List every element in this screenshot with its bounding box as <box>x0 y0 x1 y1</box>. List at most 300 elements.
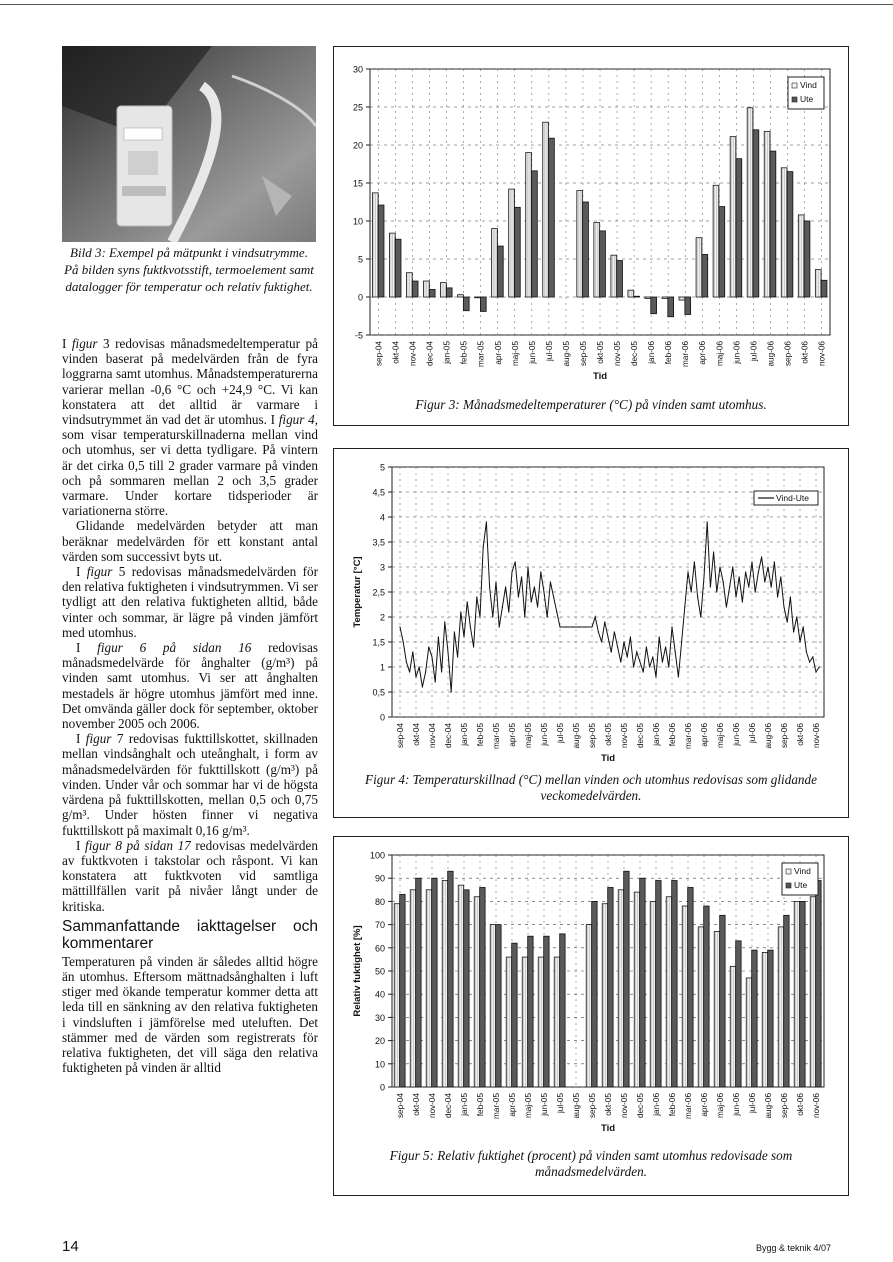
data-point <box>451 691 452 692</box>
measurement-photo <box>62 46 316 242</box>
x-tick-label: sep-06 <box>780 1093 789 1119</box>
series-line-vind-ute <box>400 522 819 692</box>
y-tick-label: 0 <box>379 712 385 723</box>
data-point <box>419 666 420 667</box>
header-rule <box>0 4 893 5</box>
x-tick-label: feb-05 <box>459 341 469 365</box>
data-point <box>652 656 653 657</box>
x-tick-label: nov-04 <box>408 341 418 367</box>
bar-ute <box>464 890 469 1087</box>
data-point <box>585 626 586 627</box>
x-tick-label: maj-05 <box>524 1093 533 1119</box>
bar-vind <box>506 957 511 1087</box>
data-point <box>812 656 813 657</box>
figure-3-chart <box>334 47 847 387</box>
data-point <box>604 621 605 622</box>
figure-4-caption: Figur 4: Temperaturskillnad (°C) mellan vinden och utomhus redovisas som glidande veckomedelvärden. <box>365 772 817 803</box>
data-point <box>739 576 740 577</box>
data-point <box>524 616 525 617</box>
data-point <box>793 631 794 632</box>
x-tick-label: nov-04 <box>428 723 437 749</box>
x-tick-label: jul-06 <box>748 1093 757 1114</box>
data-point <box>537 606 538 607</box>
y-tick-label: 1 <box>379 662 385 673</box>
bar-vind <box>650 901 655 1087</box>
data-point <box>540 571 541 572</box>
bar-ute <box>816 881 821 1087</box>
x-tick-label: apr-06 <box>700 723 709 747</box>
text-run: figur 4 <box>278 412 315 428</box>
data-point <box>732 566 733 567</box>
data-point <box>799 641 800 642</box>
bar-vind <box>696 238 702 297</box>
data-point <box>639 661 640 662</box>
data-point <box>774 561 775 562</box>
figure-5 <box>333 836 849 1196</box>
bar-vind <box>509 189 515 297</box>
data-point <box>623 641 624 642</box>
bar-ute <box>784 915 789 1087</box>
data-point <box>473 646 474 647</box>
y-tick-label: 25 <box>352 102 363 113</box>
bar-ute <box>804 221 810 297</box>
bar-vind <box>794 901 799 1087</box>
x-tick-label: jun-05 <box>540 723 549 746</box>
data-point <box>521 576 522 577</box>
data-point <box>703 576 704 577</box>
x-tick-label: dec-05 <box>636 723 645 749</box>
bar-ute <box>736 941 741 1087</box>
bar-ute <box>400 894 405 1087</box>
x-axis-label: Tid <box>600 753 616 764</box>
data-point <box>627 656 628 657</box>
x-tick-label: sep-05 <box>588 723 597 749</box>
x-tick-label: sep-04 <box>396 723 405 749</box>
bar-ute <box>446 288 452 297</box>
x-tick-label: mar-06 <box>681 341 691 367</box>
x-tick-label: okt-05 <box>604 723 613 746</box>
data-point <box>601 641 602 642</box>
body-paragraphs <box>62 336 318 914</box>
x-tick-label: jul-06 <box>749 341 759 362</box>
data-point <box>579 626 580 627</box>
data-point <box>412 651 413 652</box>
x-tick-label: feb-06 <box>664 341 674 365</box>
data-point <box>463 636 464 637</box>
bar-ute <box>752 950 757 1087</box>
bar-ute <box>432 878 437 1087</box>
x-tick-label: nov-06 <box>817 341 827 367</box>
bar-vind <box>679 297 685 300</box>
data-point <box>454 631 455 632</box>
bar-ute <box>719 207 725 297</box>
page-number: 14 <box>62 1238 79 1255</box>
legend-label: Vind-Ute <box>776 493 809 503</box>
bar-vind <box>474 897 479 1087</box>
x-tick-label: sep-05 <box>578 341 588 367</box>
data-point <box>595 616 596 617</box>
data-point <box>796 616 797 617</box>
x-axis-label: Tid <box>600 1123 616 1134</box>
y-tick-label: 0 <box>379 1082 385 1093</box>
data-point <box>566 626 567 627</box>
data-point <box>803 626 804 627</box>
bar-vind <box>682 906 687 1087</box>
section-body: Temperaturen på vinden är således alltid högre än utomhus. Eftersom mättnadsånghalten i luft stiger med ökande temperatur kommer detta att leda till en sänkning av den relativa fuktigheten i vindsluften i jämförelse med uteluften. Det stämmer med de värden som registrerats för relativa fuktigheten, det vill säga den relativa fuktigheten på vinden är alltid <box>62 953 318 1076</box>
x-tick-label: feb-06 <box>668 723 677 747</box>
text-run: redovisas medelvärden av fuktkvoten i takstolar och råspont. Vi kan konstatera att fuktkvoten vid samtliga mättillfällen varit på nivåer långt under de kritiska. <box>62 837 318 914</box>
data-point <box>761 556 762 557</box>
x-tick-label: aug-05 <box>561 341 571 367</box>
data-point <box>470 626 471 627</box>
bar-ute <box>448 871 453 1087</box>
text-run: redovisas månadsmedelvärde för ånghalter (g/m³) på vinden samt utomhus. Vi ser att ånghalten mestadels är högre utomhus jämfört med inne. Det omvända gäller dock för september, oktober november 2005 och 2006. <box>62 640 318 732</box>
bar-ute <box>429 289 435 297</box>
x-tick-label: okt-04 <box>412 1093 421 1116</box>
bar-vind <box>602 904 607 1087</box>
x-tick-label: jan-05 <box>460 723 469 746</box>
data-point <box>751 561 752 562</box>
data-point <box>771 586 772 587</box>
data-point <box>591 626 592 627</box>
bar-ute <box>787 172 793 297</box>
y-tick-label: 2 <box>379 612 385 623</box>
y-tick-label: 4,5 <box>372 487 385 498</box>
x-tick-label: mar-06 <box>684 723 693 749</box>
x-tick-label: jun-06 <box>732 723 741 746</box>
y-tick-label: 80 <box>374 896 385 907</box>
data-point <box>425 671 426 672</box>
bar-vind <box>492 229 498 297</box>
y-tick-label: 10 <box>374 1059 385 1070</box>
data-point <box>783 606 784 607</box>
bar-ute <box>656 881 661 1087</box>
legend-swatch <box>786 869 791 874</box>
y-tick-label: 5 <box>357 254 363 265</box>
bar-vind <box>458 295 464 297</box>
text-run: I <box>76 640 98 656</box>
x-tick-label: jan-05 <box>442 341 452 364</box>
data-point <box>668 666 669 667</box>
x-tick-label: apr-05 <box>508 723 517 747</box>
x-tick-label: feb-06 <box>668 1093 677 1117</box>
y-tick-label: 30 <box>374 1012 385 1023</box>
data-point <box>409 671 410 672</box>
bar-ute <box>702 254 708 297</box>
y-tick-label: 0 <box>357 292 363 303</box>
photo-caption: Bild 3: Exempel på mätpunkt i vindsutrymme. På bilden syns fuktkvotsstift, termoelement samt datalogger för temperatur och relativ fuktighet. <box>64 245 314 294</box>
data-point <box>684 606 685 607</box>
y-tick-label: 10 <box>352 216 363 227</box>
bar-vind <box>798 215 804 297</box>
bar-ute <box>800 901 805 1087</box>
x-tick-label: nov-06 <box>812 1093 821 1119</box>
bar-ute <box>768 950 773 1087</box>
bar-ute <box>512 943 517 1087</box>
data-point <box>716 591 717 592</box>
bar-ute <box>753 130 759 297</box>
bar-vind <box>372 193 378 297</box>
bar-ute <box>617 261 623 297</box>
data-point <box>556 611 557 612</box>
bar-ute <box>497 246 503 297</box>
data-point <box>809 661 810 662</box>
body-text <box>62 336 318 1075</box>
bar-ute <box>528 936 533 1087</box>
data-point <box>729 586 730 587</box>
data-point <box>483 546 484 547</box>
bar-ute <box>549 138 555 297</box>
x-tick-label: feb-05 <box>476 1093 485 1117</box>
bar-vind <box>618 890 623 1087</box>
data-point <box>531 601 532 602</box>
body-paragraph <box>62 564 318 640</box>
data-point <box>697 596 698 597</box>
bar-vind <box>586 925 591 1087</box>
bar-ute <box>736 159 742 297</box>
bar-vind <box>713 185 719 297</box>
data-point <box>819 666 820 667</box>
bar-vind <box>666 897 671 1087</box>
x-tick-label: jun-06 <box>732 1093 741 1116</box>
bar-ute <box>704 906 709 1087</box>
x-tick-label: okt-06 <box>800 341 810 364</box>
bar-ute <box>685 297 691 314</box>
x-tick-label: aug-05 <box>572 1093 581 1119</box>
x-tick-label: jun-06 <box>732 341 742 364</box>
x-tick-label: sep-06 <box>783 341 793 367</box>
bar-vind <box>406 273 412 297</box>
legend-label: Vind <box>800 80 817 90</box>
bar-vind <box>554 957 559 1087</box>
bar-ute <box>463 297 469 311</box>
bar-vind <box>594 223 600 297</box>
x-tick-label: mar-06 <box>684 1093 693 1119</box>
bar-vind <box>526 153 532 297</box>
data-point <box>479 616 480 617</box>
bar-ute <box>821 280 827 297</box>
text-run: I <box>76 731 86 747</box>
y-tick-label: 0,5 <box>372 687 385 698</box>
x-tick-label: okt-04 <box>391 341 401 364</box>
bar-ute <box>416 878 421 1087</box>
data-point <box>643 671 644 672</box>
data-point <box>495 581 496 582</box>
x-tick-label: sep-04 <box>396 1093 405 1119</box>
text-run: figur 8 på sidan 17 <box>85 837 191 853</box>
figure-3 <box>333 46 849 426</box>
data-point <box>467 601 468 602</box>
legend-swatch <box>792 97 797 102</box>
x-tick-label: aug-05 <box>572 723 581 749</box>
bar-vind <box>490 925 495 1087</box>
data-point <box>457 656 458 657</box>
x-tick-label: jul-05 <box>556 723 565 744</box>
text-run: figur <box>71 336 98 351</box>
text-run: figur <box>85 731 112 747</box>
bar-vind <box>810 897 815 1087</box>
x-tick-label: jan-06 <box>647 341 657 364</box>
data-point <box>403 641 404 642</box>
data-point <box>559 626 560 627</box>
bar-vind <box>698 927 703 1087</box>
x-tick-label: dec-04 <box>425 341 435 367</box>
data-point <box>476 596 477 597</box>
x-tick-label: okt-05 <box>604 1093 613 1116</box>
x-tick-label: maj-06 <box>716 723 725 749</box>
data-point <box>758 571 759 572</box>
x-tick-label: nov-04 <box>428 1093 437 1119</box>
data-point <box>499 626 500 627</box>
data-point <box>719 566 720 567</box>
data-point <box>508 611 509 612</box>
data-point <box>787 621 788 622</box>
x-tick-label: okt-06 <box>796 723 805 746</box>
y-tick-label: -5 <box>354 330 363 341</box>
body-paragraph <box>62 838 318 914</box>
data-point <box>447 651 448 652</box>
data-point <box>678 676 679 677</box>
data-point <box>553 596 554 597</box>
text-run: figur <box>86 564 113 580</box>
body-paragraph <box>62 336 318 518</box>
data-point <box>572 626 573 627</box>
bar-ute <box>532 171 538 297</box>
x-tick-label: dec-05 <box>636 1093 645 1119</box>
bar-ute <box>514 207 520 297</box>
bar-vind <box>645 297 651 299</box>
y-tick-label: 100 <box>369 850 385 861</box>
data-point <box>515 561 516 562</box>
data-point <box>431 656 432 657</box>
data-point <box>700 616 701 617</box>
x-tick-label: nov-05 <box>620 1093 629 1119</box>
y-tick-label: 3 <box>379 562 385 573</box>
data-point <box>422 686 423 687</box>
figure-4 <box>333 448 849 818</box>
data-point <box>444 621 445 622</box>
bar-vind <box>611 255 617 297</box>
data-point <box>710 586 711 587</box>
data-point <box>726 606 727 607</box>
y-tick-label: 90 <box>374 873 385 884</box>
data-point <box>415 676 416 677</box>
data-point <box>534 586 535 587</box>
x-tick-label: mar-05 <box>492 1093 501 1119</box>
figure-3-caption: Figur 3: Månadsmedeltemperaturer (°C) på vinden samt utomhus. <box>415 397 767 412</box>
text-run: I <box>76 564 87 580</box>
bar-ute <box>560 934 565 1087</box>
x-tick-label: jan-05 <box>460 1093 469 1116</box>
legend-swatch <box>792 83 797 88</box>
data-point <box>636 651 637 652</box>
bar-vind <box>778 927 783 1087</box>
y-tick-label: 15 <box>352 178 363 189</box>
bar-ute <box>640 878 645 1087</box>
x-tick-label: jan-06 <box>652 1093 661 1116</box>
bar-vind <box>426 890 431 1087</box>
data-point <box>777 596 778 597</box>
data-point <box>713 551 714 552</box>
data-point <box>790 596 791 597</box>
x-tick-label: nov-05 <box>620 723 629 749</box>
data-point <box>607 636 608 637</box>
data-point <box>435 681 436 682</box>
data-point <box>550 581 551 582</box>
bar-ute <box>583 202 589 297</box>
x-tick-label: aug-06 <box>764 1093 773 1119</box>
bar-ute <box>688 887 693 1087</box>
data-point <box>649 666 650 667</box>
data-point <box>547 616 548 617</box>
data-point <box>662 661 663 662</box>
bar-vind <box>522 957 527 1087</box>
data-point <box>633 666 634 667</box>
bar-vind <box>458 885 463 1087</box>
x-tick-label: nov-05 <box>613 341 623 367</box>
text-run: 3 redovisas månadsmedeltemperatur på vinden baserat på medelvärden från de fyra loggrarna samt utomhus. Månadstemperaturerna varierar mellan -0,6 °C och +24,9 °C. Vi kan konstatera att det alltid är varmare i vindsutrymmet än vad det är utomhus. I <box>62 336 318 428</box>
bar-ute <box>608 887 613 1087</box>
bar-vind <box>746 978 751 1087</box>
data-point <box>502 606 503 607</box>
bar-vind <box>762 952 767 1087</box>
journal-name: Bygg & teknik 4/07 <box>755 1243 831 1253</box>
x-tick-label: nov-06 <box>812 723 821 749</box>
data-point <box>742 601 743 602</box>
data-point <box>659 636 660 637</box>
data-point <box>735 596 736 597</box>
bar-ute <box>395 239 401 297</box>
x-tick-label: apr-05 <box>493 341 503 365</box>
data-point <box>492 616 493 617</box>
y-tick-label: 20 <box>352 140 363 151</box>
x-tick-label: dec-04 <box>444 1093 453 1119</box>
data-point <box>780 576 781 577</box>
bar-vind <box>781 168 787 297</box>
x-tick-label: apr-06 <box>700 1093 709 1117</box>
text-run: figur 6 på sidan 16 <box>97 640 252 656</box>
y-axis-label: Relativ fuktighet [%] <box>352 925 363 1017</box>
data-point <box>675 651 676 652</box>
y-tick-label: 60 <box>374 943 385 954</box>
y-tick-label: 30 <box>352 64 363 75</box>
y-tick-label: 20 <box>374 1036 385 1047</box>
x-tick-label: dec-05 <box>630 341 640 367</box>
bar-vind <box>475 297 481 298</box>
data-point <box>748 586 749 587</box>
data-point <box>767 566 768 567</box>
legend-label: Ute <box>794 880 808 890</box>
bar-vind <box>442 881 447 1087</box>
y-tick-label: 50 <box>374 966 385 977</box>
data-point <box>614 631 615 632</box>
bar-vind <box>662 297 668 299</box>
x-tick-label: sep-05 <box>588 1093 597 1119</box>
x-axis-label: Tid <box>592 371 608 382</box>
bar-vind <box>764 131 770 297</box>
x-tick-label: feb-05 <box>476 723 485 747</box>
bar-ute <box>412 281 418 297</box>
x-tick-label: jul-05 <box>544 341 554 362</box>
bar-ute <box>480 887 485 1087</box>
x-tick-label: aug-06 <box>764 723 773 749</box>
data-point <box>543 591 544 592</box>
data-point <box>671 626 672 627</box>
data-point <box>399 626 400 627</box>
figure-5-chart <box>334 837 847 1143</box>
x-tick-label: dec-04 <box>444 723 453 749</box>
text-run: , som visar temperaturskillnaderna mellan vind och utomhus, ser vi detta tydligare. På vintern är det cirka 0,5 till 2 grader varmare på vinden och på sommaren mellan 2 och 3,5 grader varmare. Under kortare tidsperioder är variationerna större. <box>62 412 318 519</box>
